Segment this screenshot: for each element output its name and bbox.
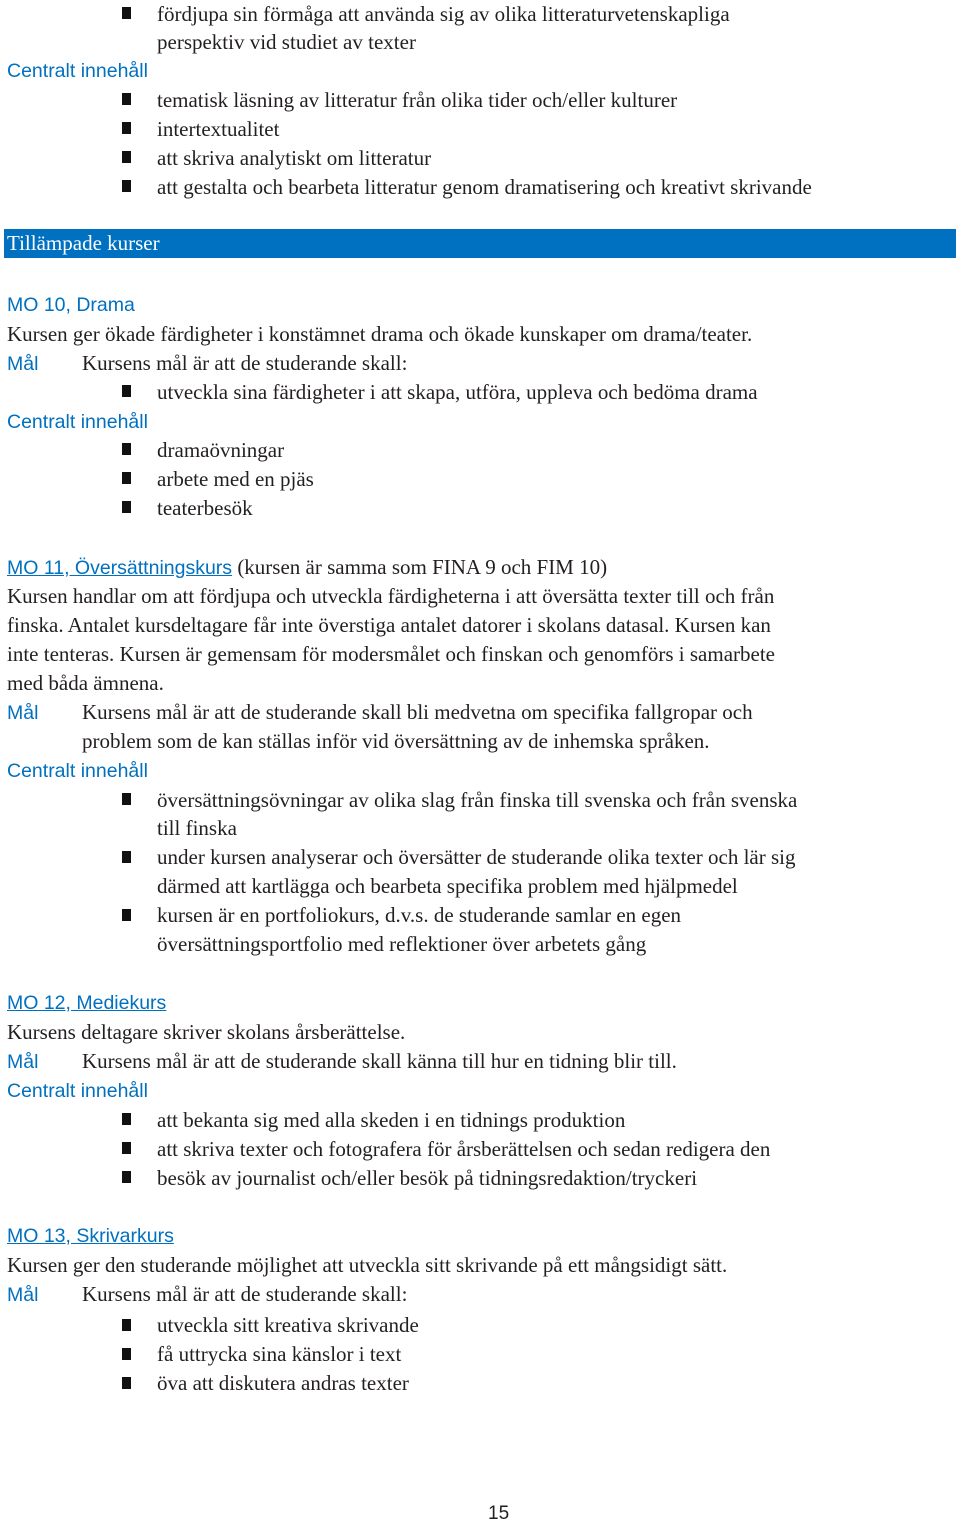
course-title-note: (kursen är samma som FINA 9 och FIM 10) [237, 555, 608, 579]
content-item: kursen är en portfoliokurs, d.v.s. de studerande samlar en egen [157, 903, 682, 927]
central-content-label: Centralt innehåll [7, 60, 148, 82]
content-item-continuation: därmed att kartlägga och bearbeta specifika problem med hjälpmedel [157, 874, 738, 898]
goal-item: fördjupa sin förmåga att använda sig av olika litteraturvetenskapliga [157, 2, 730, 26]
goal-item: utveckla sina färdigheter i att skapa, utföra, uppleva och bedöma drama [157, 380, 758, 404]
content-item: att skriva texter och fotografera för årsberättelsen och sedan redigera den [157, 1137, 771, 1161]
bullet-icon [122, 851, 131, 863]
content-item: att bekanta sig med alla skeden i en tidnings produktion [157, 1108, 626, 1132]
course-description: finska. Antalet kursdeltagare får inte överstiga antalet datorer i skolans datasal. Kursen kan [7, 613, 771, 637]
goal-label: Mål [7, 1051, 39, 1073]
bullet-icon [122, 1171, 131, 1183]
goal-text: Kursens mål är att de studerande skall bli medvetna om specifika fallgropar och [82, 700, 753, 724]
goal-item: utveckla sitt kreativa skrivande [157, 1313, 419, 1337]
content-item: intertextualitet [157, 117, 280, 141]
content-item: teaterbesök [157, 496, 253, 520]
bullet-icon [122, 793, 131, 805]
course-description: Kursens deltagare skriver skolans årsberättelse. [7, 1020, 406, 1044]
content-item-continuation: översättningsportfolio med reflektioner över arbetets gång [157, 932, 647, 956]
bullet-icon [122, 93, 131, 105]
goal-item: få uttrycka sina känslor i text [157, 1342, 402, 1366]
content-item-continuation: till finska [157, 816, 237, 840]
content-item: arbete med en pjäs [157, 467, 314, 491]
goal-item-continuation: perspektiv vid studiet av texter [157, 30, 416, 54]
bullet-icon [122, 7, 131, 19]
content-item: besök av journalist och/eller besök på tidningsredaktion/tryckeri [157, 1166, 698, 1190]
course-title-row [7, 553, 607, 583]
bullet-icon [122, 443, 131, 455]
content-item: att gestalta och bearbeta litteratur genom dramatisering och kreativt skrivande [157, 175, 812, 199]
content-item: dramaövningar [157, 438, 285, 462]
course-description: Kursen handlar om att fördjupa och utveckla färdigheterna i att översätta texter till och från [7, 584, 775, 608]
goal-text: Kursens mål är att de studerande skall: [82, 351, 408, 375]
bullet-icon [122, 1348, 131, 1360]
bullet-icon [122, 151, 131, 163]
bullet-icon [122, 1377, 131, 1389]
bullet-icon [122, 1113, 131, 1125]
goal-text: Kursens mål är att de studerande skall känna till hur en tidning blir till. [82, 1049, 677, 1073]
goal-label: Mål [7, 702, 39, 724]
goal-label: Mål [7, 1284, 39, 1306]
bullet-icon [122, 1319, 131, 1331]
bullet-icon [122, 472, 131, 484]
course-title: MO 11, Översättningskurs [7, 557, 233, 579]
bullet-icon [122, 385, 131, 397]
goal-text: Kursens mål är att de studerande skall: [82, 1282, 408, 1306]
goal-text-continuation: problem som de kan ställas inför vid översättning av de inhemska språken. [82, 729, 710, 753]
goal-label: Mål [7, 353, 39, 375]
bullet-icon [122, 180, 131, 192]
section-heading-bar [4, 229, 956, 258]
bullet-icon [122, 909, 131, 921]
course-title: MO 10, Drama [7, 294, 135, 316]
central-content-label: Centralt innehåll [7, 411, 148, 433]
page-number: 15 [488, 1503, 510, 1524]
course-description: inte tenteras. Kursen är gemensam för modersmålet och finskan och genomförs i samarbete [7, 642, 775, 666]
section-heading: Tillämpade kurser [7, 231, 160, 255]
content-item: att skriva analytiskt om litteratur [157, 146, 432, 170]
central-content-label: Centralt innehåll [7, 1080, 148, 1102]
goal-item: öva att diskutera andras texter [157, 1371, 409, 1395]
bullet-icon [122, 1142, 131, 1154]
course-description: med båda ämnena. [7, 671, 164, 695]
central-content-label: Centralt innehåll [7, 760, 148, 782]
content-item: tematisk läsning av litteratur från olika tider och/eller kulturer [157, 88, 678, 112]
bullet-icon [122, 501, 131, 513]
bullet-icon [122, 122, 131, 134]
course-description: Kursen ger den studerande möjlighet att utveckla sitt skrivande på ett mångsidigt sätt. [7, 1253, 728, 1277]
course-title: MO 12, Mediekurs [7, 992, 167, 1014]
content-item: översättningsövningar av olika slag från finska till svenska och från svenska [157, 788, 798, 812]
course-description: Kursen ger ökade färdigheter i konstämnet drama och ökade kunskaper om drama/teater. [7, 322, 753, 346]
course-title: MO 13, Skrivarkurs [7, 1225, 174, 1247]
content-item: under kursen analyserar och översätter de studerande olika texter och lär sig [157, 845, 796, 869]
